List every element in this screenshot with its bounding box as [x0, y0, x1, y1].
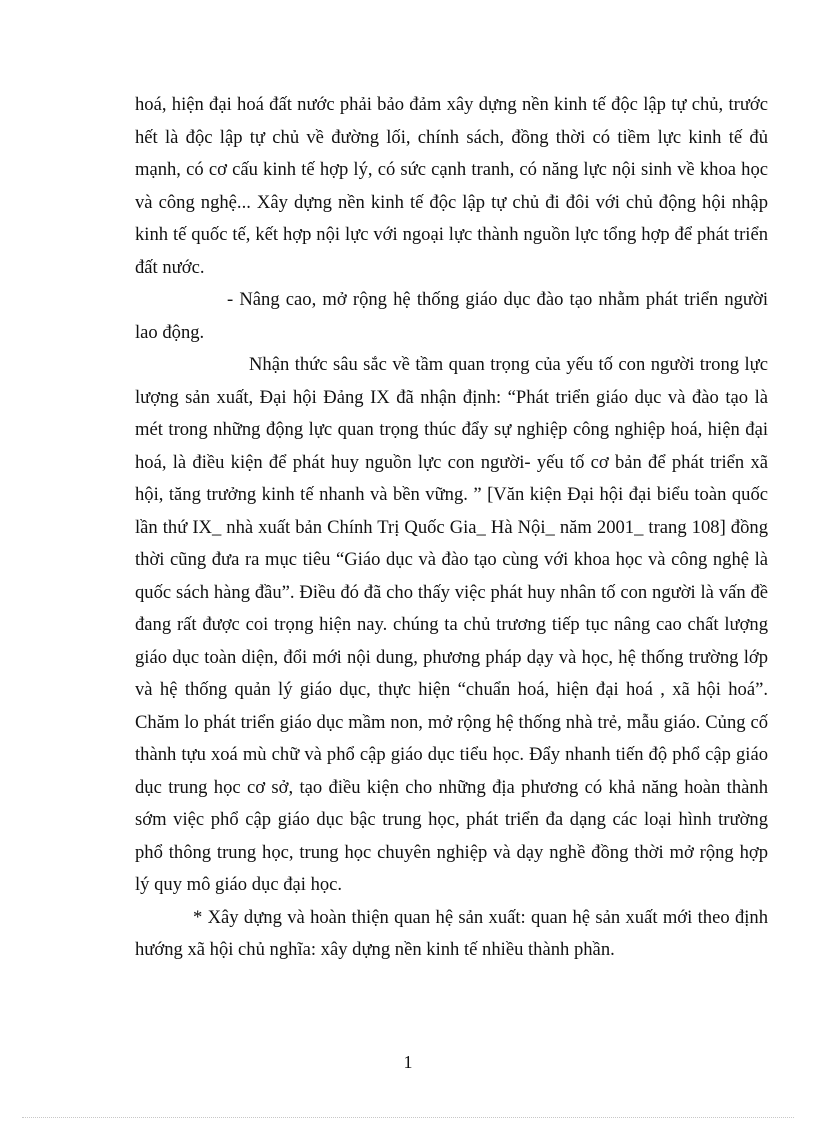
page-number: 1: [403, 1052, 413, 1072]
paragraph-production-relations: * Xây dựng và hoàn thiện quan hệ sản xuất: quan hệ sản xuất mới theo định hướng xã hội chủ nghĩa: xây dựng nền kinh tế nhiều thành phần.: [135, 906, 768, 960]
paragraph-education-heading: - Nâng cao, mở rộng hệ thống giáo dục đào tạo nhằm phát triển người lao động.: [135, 289, 768, 343]
paragraph-human-factor: Nhận thức sâu sắc về tầm quan trọng của yếu tố con người trong lực lượng sản xuất, Đại hội Đảng IX đã nhận định: “Phát triển giáo dục và đào tạo là mét trong những động lực quan trọng thúc đẩy sự nghiệp công nghiệp hoá, hiện đại hoá, là điều kiện để phát huy nguồn lực con người- yếu tố cơ bản để phát triển xã hội, tăng trưởng kinh tế nhanh và bền vững. ” [Văn kiện Đại hội đại biểu toàn quốc lần thứ IX_ nhà xuất bản Chính Trị Quốc Gia_ Hà Nội_ năm 2001_ trang 108] đồng thời cũng đưa ra mục tiêu “Giáo dục và đào tạo cùng với khoa học và công nghệ là quốc sách hàng đầu”. Điều đó đã cho thấy việc phát huy nhân tố con người là vấn đề đang rất được coi trọng hiện nay. chúng ta chủ trương tiếp tục nâng cao chất lượng giáo dục toàn diện, đổi mới nội dung, phương pháp dạy và học, hệ thống trường lớp và hệ thống quản lý giáo dục, thực hiện “chuẩn hoá, hiện đại hoá , xã hội hoá”. Chăm lo phát triển giáo dục mầm non, mở rộng hệ thống nhà trẻ, mẫu giáo. Củng cố thành tựu xoá mù chữ và phổ cập giáo dục tiểu học. Đẩy nhanh tiến độ phổ cập giáo dục trung học cơ sở, tạo điều kiện cho những địa phương có khả năng hoàn thành sớm việc phổ cập giáo dục bậc trung học, phát triển đa dạng các loại hình trường phổ thông trung học, trung học chuyên nghiệp và dạy nghề đồng thời mở rộng hợp lý quy mô giáo dục đại học.: [135, 354, 768, 895]
paragraph-industrialization: hoá, hiện đại hoá đất nước phải bảo đảm xây dựng nền kinh tế độc lập tự chủ, trước hết là độc lập tự chủ về đường lối, chính sách, đồng thời có tiềm lực kinh tế đủ mạnh, có cơ cấu kinh tế hợp lý, có sức cạnh tranh, có năng lực nội sinh về khoa học và công nghệ... Xây dựng nền kinh tế độc lập tự chủ đi đôi với chủ động hội nhập kinh tế quốc tế, kết hợp nội lực với ngoại lực thành nguồn lực tổng hợp để phát triển đất nước.: [135, 94, 768, 278]
body-text: [135, 89, 768, 967]
page-bottom-border: [22, 1117, 794, 1118]
